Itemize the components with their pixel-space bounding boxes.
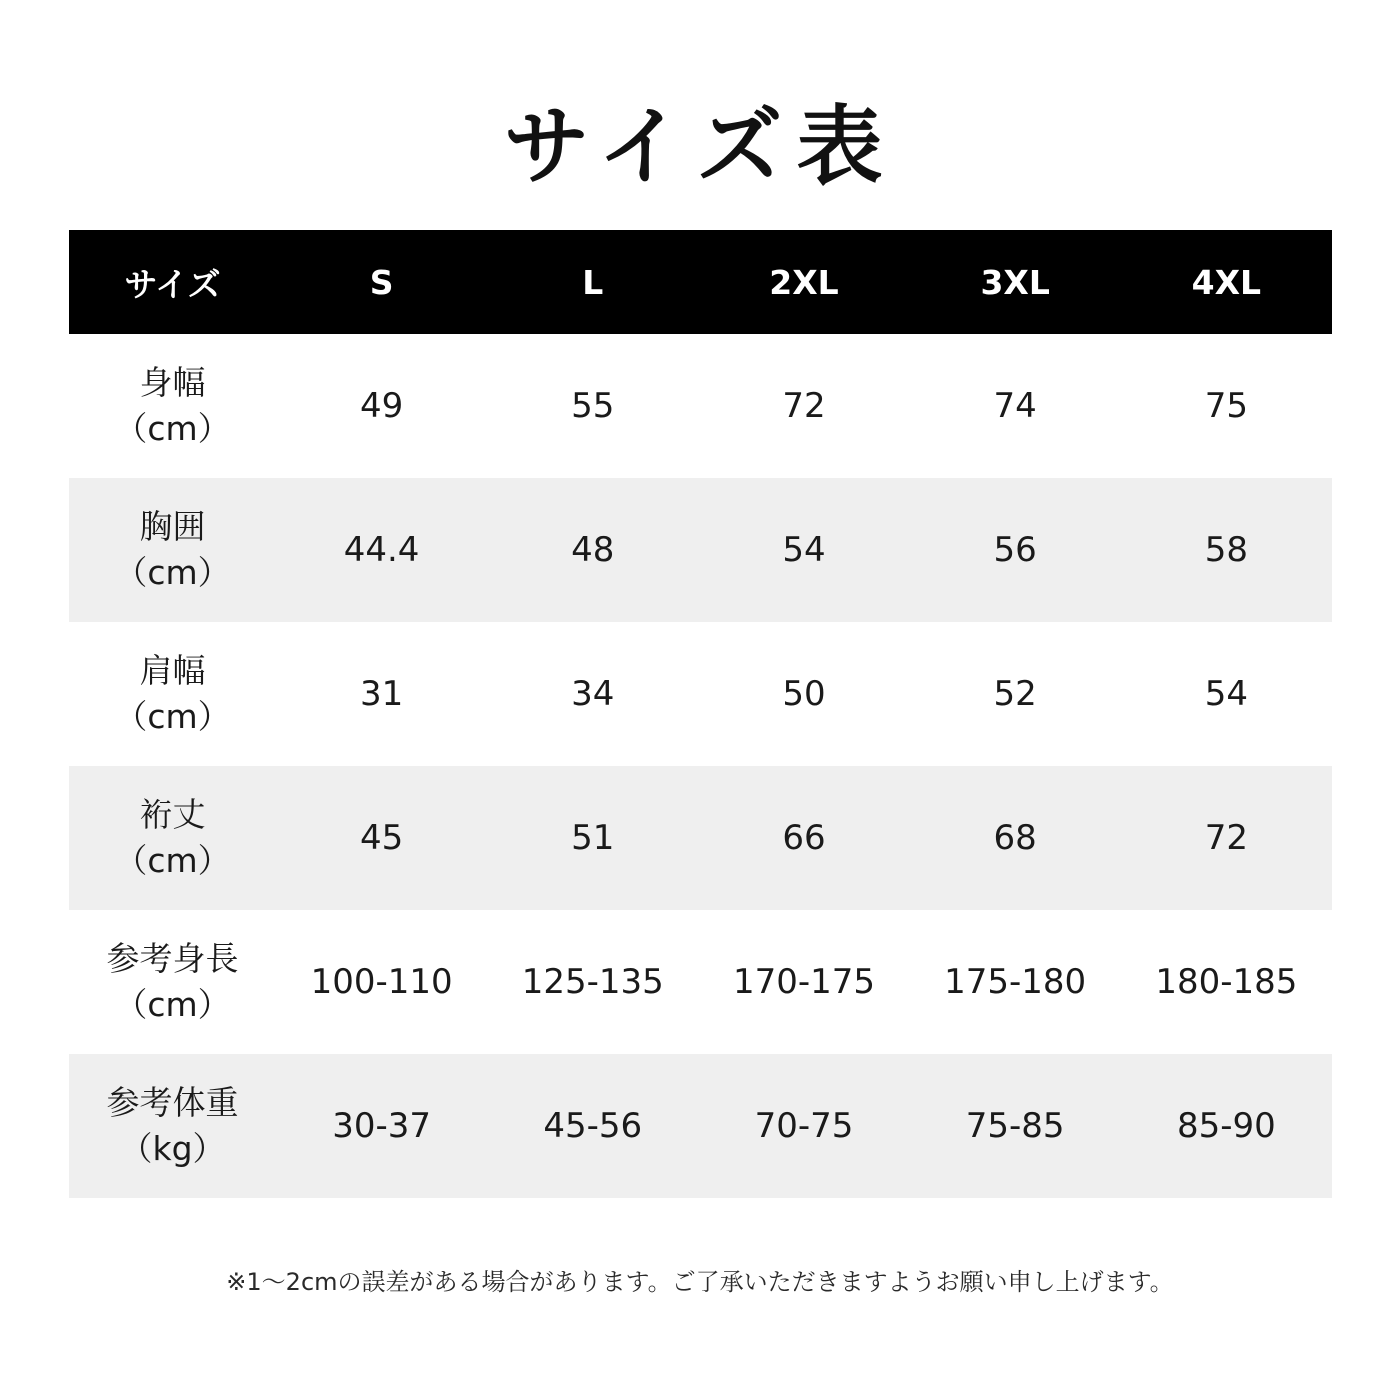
row-unit: （kg） bbox=[119, 1129, 226, 1168]
table-row bbox=[69, 622, 1332, 766]
table-cell: 72 bbox=[1204, 818, 1248, 858]
row-label-cell bbox=[69, 622, 276, 766]
table-row bbox=[69, 1054, 1332, 1198]
header-cell-4xl: 4XL bbox=[1191, 262, 1262, 302]
table-cell: 66 bbox=[782, 818, 826, 858]
table-cell: 52 bbox=[993, 674, 1037, 714]
table-cell: 56 bbox=[993, 530, 1037, 570]
header-cell-size: サイズ bbox=[124, 264, 221, 304]
table-cell: 175-180 bbox=[944, 962, 1087, 1002]
row-label: 身幅 bbox=[139, 363, 206, 402]
table-cell: 68 bbox=[993, 818, 1037, 858]
table-row bbox=[69, 478, 1332, 622]
table-cell: 45-56 bbox=[543, 1106, 643, 1146]
row-label: 肩幅 bbox=[139, 651, 206, 690]
table-cell: 54 bbox=[1204, 674, 1248, 714]
table-cell: 85-90 bbox=[1176, 1106, 1276, 1146]
table-cell: 75-85 bbox=[965, 1106, 1065, 1146]
table-cell: 30-37 bbox=[332, 1106, 431, 1146]
table-cell: 58 bbox=[1204, 530, 1248, 570]
table-cell: 72 bbox=[782, 386, 826, 426]
row-unit: （cm） bbox=[114, 409, 231, 448]
table-header-row bbox=[69, 230, 1332, 334]
table-cell: 45 bbox=[359, 818, 404, 858]
table-cell: 49 bbox=[359, 386, 404, 426]
table-cell: 48 bbox=[571, 530, 615, 570]
table-cell: 70-75 bbox=[754, 1106, 854, 1146]
header-cell-s: S bbox=[369, 262, 394, 302]
table-cell: 51 bbox=[571, 818, 615, 858]
row-label: 参考身長 bbox=[106, 939, 239, 978]
row-unit: （cm） bbox=[114, 841, 231, 880]
table-cell: 170-175 bbox=[732, 962, 875, 1002]
row-label: 裄丈 bbox=[139, 795, 206, 834]
table-cell: 55 bbox=[571, 386, 615, 426]
table-cell: 31 bbox=[359, 674, 404, 714]
table-cell: 75 bbox=[1204, 386, 1248, 426]
table-row bbox=[69, 334, 1332, 478]
table-cell: 34 bbox=[571, 674, 615, 714]
row-label: 参考体重 bbox=[106, 1083, 239, 1122]
row-label-cell bbox=[69, 766, 276, 910]
table-cell: 74 bbox=[993, 386, 1037, 426]
row-label-cell bbox=[69, 334, 276, 478]
row-unit: （cm） bbox=[114, 985, 231, 1024]
table-cell: 125-135 bbox=[521, 962, 664, 1002]
page-title: サイズ表 bbox=[503, 97, 897, 197]
row-label-cell bbox=[69, 910, 276, 1054]
header-cell-3xl: 3XL bbox=[980, 262, 1050, 302]
row-label-cell bbox=[69, 478, 276, 622]
table-row bbox=[69, 910, 1332, 1054]
row-unit: （cm） bbox=[114, 697, 231, 736]
header-cell-l: L bbox=[582, 262, 604, 302]
row-unit: （cm） bbox=[114, 553, 231, 592]
disclaimer-note: ※1〜2cmの誤差がある場合があります。ご了承いただきますようお願い申し上げます。 bbox=[226, 1268, 1174, 1296]
table-cell: 50 bbox=[782, 674, 826, 714]
table-cell: 54 bbox=[782, 530, 826, 570]
table-cell: 44.4 bbox=[343, 530, 420, 570]
size-table bbox=[69, 230, 1332, 1198]
table-cell: 180-185 bbox=[1155, 962, 1298, 1002]
table-cell: 100-110 bbox=[310, 962, 453, 1002]
table-row bbox=[69, 766, 1332, 910]
row-label: 胸囲 bbox=[139, 507, 206, 546]
row-label-cell bbox=[69, 1054, 276, 1198]
header-cell-2xl: 2XL bbox=[769, 262, 839, 302]
